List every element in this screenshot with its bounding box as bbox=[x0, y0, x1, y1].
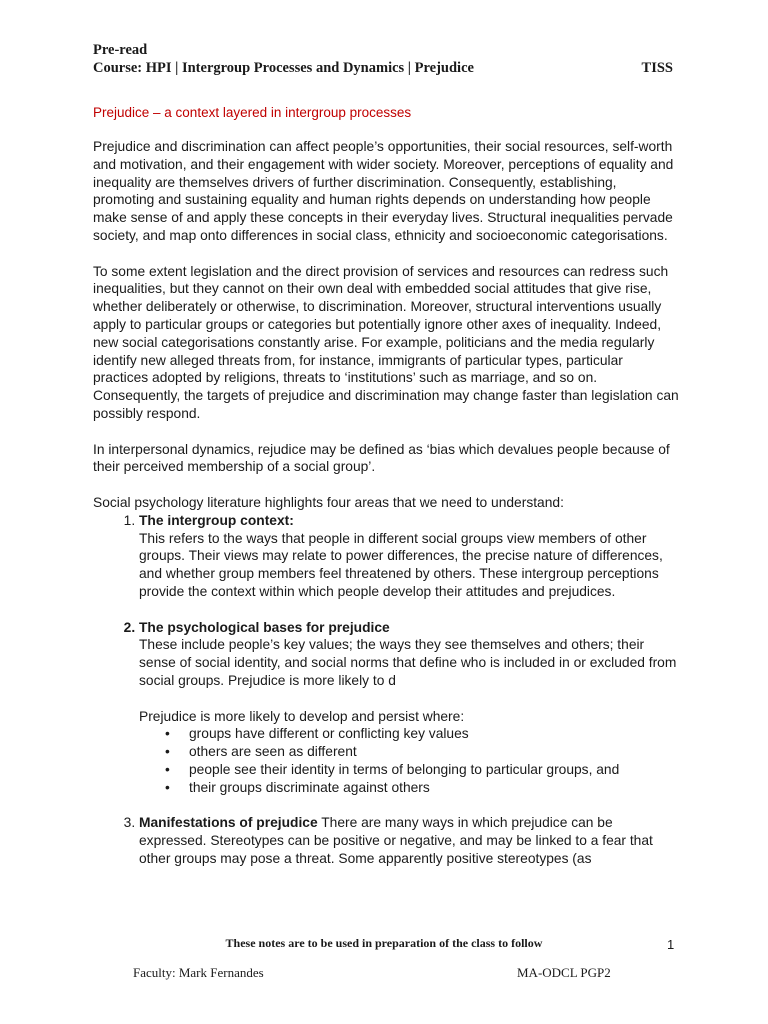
header-course: Course: HPI | Intergroup Processes and Dynamics | Prejudice bbox=[93, 60, 474, 76]
bullet-item: • groups have different or conflicting key values bbox=[189, 725, 679, 743]
bullet-item: • people see their identity in terms of belonging to particular groups, and bbox=[189, 761, 679, 779]
area-text: These include people’s key values; the ways they see themselves and others; their sense of social identity, and social norms that define who is included in or excluded from social groups. Prejudice is more likely to d bbox=[139, 637, 677, 688]
areas-list bbox=[93, 512, 679, 868]
list-item bbox=[139, 512, 679, 601]
footer-note: These notes are to be used in preparation of the class to follow bbox=[225, 936, 543, 950]
section-heading: Prejudice – a context layered in intergroup processes bbox=[93, 105, 412, 120]
list-item bbox=[139, 619, 679, 797]
bullet-item: • others are seen as different bbox=[189, 743, 679, 761]
area-text: This refers to the ways that people in different social groups view members of other groups. Their views may relate to power differences, the precise nature of differences, and whether group members feel threatened by others. These intergroup perceptions provide the context within which people develop their attitudes and prejudices. bbox=[139, 530, 663, 599]
area-subheading: Prejudice is more likely to develop and persist where: bbox=[139, 708, 465, 724]
list-item bbox=[139, 814, 679, 867]
page-number: 1 bbox=[667, 937, 675, 952]
bullet-list bbox=[139, 725, 679, 796]
area-title: 1. The intergroup context: bbox=[139, 512, 294, 528]
footer-program: MA-ODCL PGP2 bbox=[517, 965, 611, 980]
area-title: Manifestations of prejudice bbox=[139, 815, 318, 831]
header-course-line bbox=[93, 60, 673, 77]
document-body bbox=[93, 138, 679, 885]
header-preread: Pre-read bbox=[93, 42, 148, 58]
header-institution: TISS bbox=[641, 60, 673, 76]
area-title: 2. The psychological bases for prejudice bbox=[139, 619, 390, 635]
area-text: There are many ways in which prejudice can be expressed. Stereotypes can be positive or negative, and may be linked to a fear that other groups may pose a threat. Some apparently positive stereotypes (as bbox=[139, 815, 653, 866]
paragraph: In interpersonal dynamics, rejudice may be defined as ‘bias which devalues people because of their perceived membership of a social group’. bbox=[93, 441, 670, 475]
paragraph: To some extent legislation and the direct provision of services and resources can redress such inequalities, but they cannot on their own deal with embedded social attitudes that give rise, whether deliberately or otherwise, to discrimination. Moreover, structural interventions usually apply to particular groups or categories but potentially ignore other axes of inequality. Indeed, new social categorisations constantly arise. For example, politicians and the media regularly identify new alleged threats from, for instance, immigrants of particular types, particular practices adopted by religions, threats to ‘institutions’ such as marriage, and so on. Consequently, the targets of prejudice and discrimination may change faster than legislation can possibly respond. bbox=[93, 263, 679, 421]
footer-faculty: Faculty: Mark Fernandes bbox=[133, 965, 264, 980]
bullet-item: • their groups discriminate against others bbox=[189, 779, 679, 797]
paragraph: Social psychology literature highlights four areas that we need to understand: bbox=[93, 494, 564, 510]
paragraph: Prejudice and discrimination can affect people’s opportunities, their social resources, self-worth and motivation, and their engagement with wider society. Moreover, perceptions of equality and inequality are themselves drivers of further discrimination. Consequently, establishing, promoting and sustaining equality and human rights depends on understanding how people make sense of and apply these concepts in their everyday lives. Structural inequalities pervade society, and map onto differences in social class, ethnicity and socioeconomic categorisations. bbox=[93, 139, 674, 243]
